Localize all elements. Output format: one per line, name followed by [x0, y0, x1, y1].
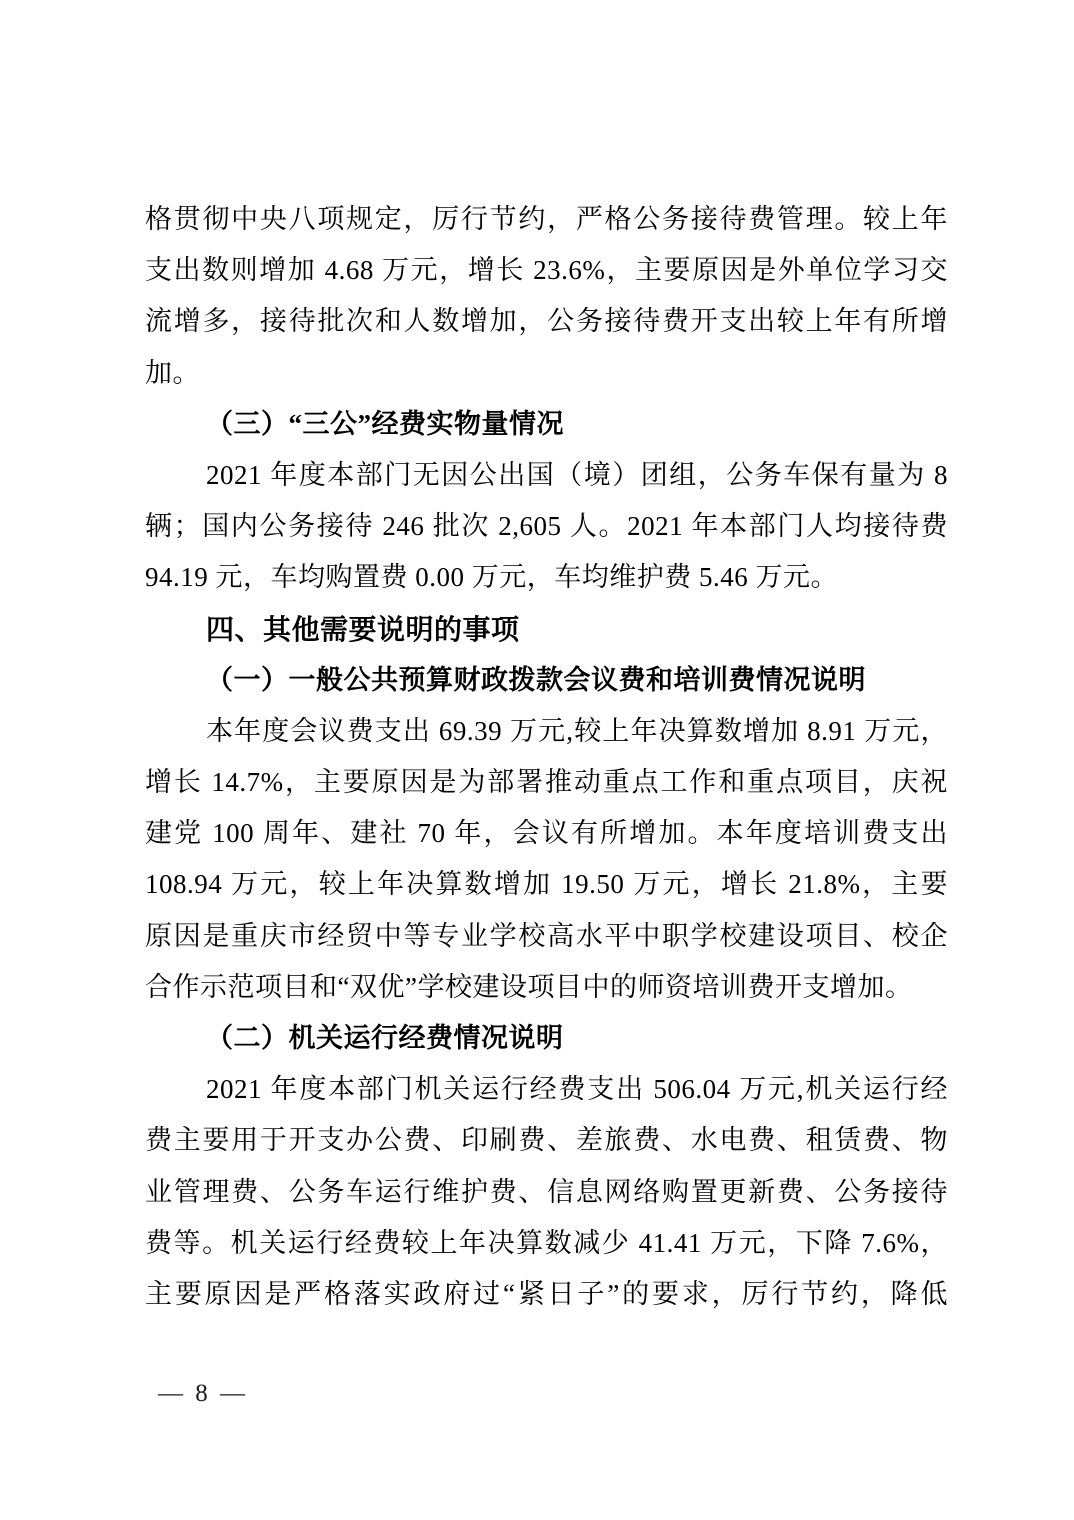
text-line: 四、其他需要说明的事项 — [206, 613, 520, 645]
text-line: 2021 年度本部门机关运行经费支出 506.04 万元,机关运行经 — [206, 1074, 948, 1105]
text-line: 合作示范项目和“双优”学校建设项目中的师资培训费开支增加。 — [145, 971, 913, 1002]
text-line: 108.94 万元，较上年决算数增加 19.50 万元，增长 21.8%，主要 — [145, 869, 948, 900]
document-lines — [145, 194, 948, 1320]
text-line: 原因是重庆市经贸中等专业学校高水平中职学校建设项目、校企 — [145, 920, 948, 951]
text-line: 辆；国内公务接待 246 批次 2,605 人。2021 年本部门人均接待费 — [145, 511, 948, 542]
text-line: （二）机关运行经费情况说明 — [206, 1023, 564, 1053]
text-line: 2021 年度本部门无因公出国（境）团组，公务车保有量为 8 — [206, 459, 948, 490]
text-line: 增长 14.7%，主要原因是为部署推动重点工作和重点项目，庆祝 — [145, 767, 948, 798]
page-number: — 8 — — [158, 1380, 248, 1407]
text-line: 费主要用于开支办公费、印刷费、差旅费、水电费、租赁费、物 — [145, 1125, 948, 1156]
text-line: 加。 — [145, 357, 200, 388]
text-line: 格贯彻中央八项规定，厉行节约，严格公务接待费管理。较上年 — [145, 204, 948, 234]
text-line: 支出数则增加 4.68 万元，增长 23.6%，主要原因是外单位学习交 — [145, 255, 948, 286]
text-line: 费等。机关运行经费较上年决算数减少 41.41 万元，下降 7.6%， — [145, 1227, 948, 1258]
text-line: 流增多，接待批次和人数增加，公务接待费开支出较上年有所增 — [145, 306, 948, 337]
text-line: 主要原因是严格落实政府过“紧日子”的要求，厉行节约，降低 — [145, 1278, 948, 1309]
text-line: （一）一般公共预算财政拨款会议费和培训费情况说明 — [206, 664, 866, 695]
text-line: （三）“三公”经费实物量情况 — [206, 408, 564, 439]
text-line: 业管理费、公务车运行维护费、信息网络购置更新费、公务接待 — [145, 1176, 948, 1207]
text-line: 94.19 元，车均购置费 0.00 万元，车均维护费 5.46 万元。 — [145, 562, 838, 593]
text-line: 本年度会议费支出 69.39 万元,较上年决算数增加 8.91 万元， — [206, 715, 948, 746]
text-line: 建党 100 周年、建社 70 年，会议有所增加。本年度培训费支出 — [145, 818, 948, 849]
